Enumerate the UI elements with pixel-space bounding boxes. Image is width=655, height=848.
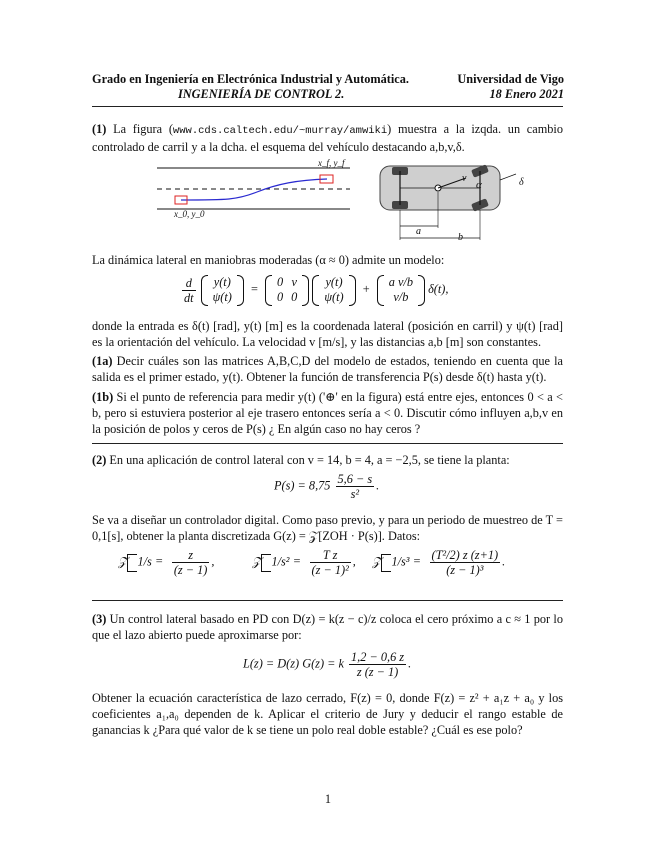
problem3-number: (3) [92,612,107,626]
problem1b [92,389,563,438]
problem1b-text: Si el punto de referencia para medir y(t) ('⊕' en la figura) está entre ejes, entonces 0 < a < b, pero si estuviera posterior al eje trasero entonces sería a < 0. Discutir cómo influyen a,b,v en la posición de polos y ceros de P(s) ¿ En algún caso no hay ceros ? [92,390,563,437]
fig-label-alpha: α [476,179,482,191]
state-vector-rhs: y(t) ψ(t) [312,275,355,306]
vehicle-schematic [378,158,524,248]
problem1a-text: Decir cuáles son las matrices A,B,C,D del modelo de estados, teniendo en cuenta que la salida es el primer estado, y(t). Obtener la función de transferencia P(s) desde δ(t) hasta y(t). [92,354,563,385]
problem1-intro [92,121,563,155]
state-space-equation: $\frac{d}{dt}$ y(t) ψ(t) = 0 v 0 0 y(t) ψ(t) + a v/b v/b δ(t), [184,275,449,305]
problem2-text: Se va a diseñar un controlador digital. Como paso previo, y para un periodo de muestreo de T = 0,1[s], obtener la planta discretizada G(z) = 𝒵[ZOH · P(s)]. Datos: [92,513,563,544]
z-transform-3: 𝒵 1/s³ = $\frac{\text{(T²/2) z (z+1)}}{\text{(z − 1)³}}$ . [372,548,506,578]
problem2-number: (2) [92,453,107,467]
page-number: 1 [324,792,332,806]
exam-date: 18 Enero 2021 [489,87,564,101]
plant-equation: P(s) = 8,75 $\frac{5,6 - s}{\text{s²}}$ . [274,472,380,502]
input-matrix: a v/b v/b [377,275,425,306]
plant-lhs: P(s) = 8,75 [274,478,331,493]
start-point-label: x_0, y_0 [174,209,205,219]
derivative-operator: $\frac{d}{dt}$ [184,275,194,305]
reference-url: www.cds.caltech.edu/~murray/amwiki [172,125,388,137]
problem2-intro [92,452,563,468]
fig-label-a: a [416,226,421,237]
divider-1-2 [92,443,563,444]
model-intro: La dinámica lateral en maniobras moderadas (α ≈ 0) admite un modelo: [92,253,445,267]
fig-label-delta: δ [519,177,524,188]
problem1b-label: (1b) [92,390,114,404]
header-line-1 [92,71,564,87]
problem3-text: Obtener la ecuación característica de lazo cerrado, F(z) = 0, donde F(z) = z² + a₁z + a₀ y los coeficientes a₁,a₀ dependen de k. Aplicar el criterio de Jury y deducir el rango estable de ganancias k ¿Para qué valor de k se tiene un polo real doble estable? ¿Cuál es ese polo? [92,691,563,738]
open-loop-lhs: L(z) = D(z) G(z) = k [243,656,344,671]
problem1-intro-a: La figura ( [113,122,173,136]
problem3-intro [92,611,563,643]
open-loop-fraction: $\frac{1,2 - 0,6 z}{z (z - 1)}$ [351,650,405,680]
model-description: donde la entrada es δ(t) [rad], y(t) [m] es la coordenada lateral (posición en carril) y ψ(t) [rad] es la orientación del vehículo. La velocidad v [m/s], y las distancias a,b [m] son constantes. [92,319,563,350]
steering-angle-line [500,174,516,180]
problem2-intro-text: En una aplicación de control lateral con v = 14, b = 4, a = −2,5, se tiene la planta: [109,453,510,467]
system-matrix: 0 v 0 0 [265,275,309,306]
plant-fraction: $\frac{5,6 - s}{\text{s²}}$ [337,472,373,502]
divider-2-3 [92,600,563,601]
z-transform-2: 𝒵 1/s² = $\frac{\text{T z}}{\text{(z − 1)²}}$ , [252,548,356,578]
degree-title: Grado en Ingeniería en Electrónica Industrial y Automática. [92,72,409,86]
course-title: INGENIERÍA DE CONTROL 2. [178,87,345,101]
header-divider [92,106,563,107]
z-transform-1: 𝒵 1/s = $\frac{z}{(z - 1)}$ , [118,548,215,578]
state-vector-lhs: y(t) ψ(t) [201,275,244,306]
problem1-number: (1) [92,122,107,136]
open-loop-equation: L(z) = D(z) G(z) = k $\frac{1,2 - 0,6 z}{z (z - 1)}$ . [243,650,412,680]
input-signal: δ(t), [428,282,449,297]
end-point-label: x_f, y_f [318,158,345,168]
problem1a-label: (1a) [92,354,113,368]
problem3-intro-text: Un control lateral basado en PD con D(z) = k(z − c)/z coloca el cero próximo a c ≈ 1 por lo que el lazo abierto puede aproximarse por: [92,612,564,643]
fig-label-v: v [462,173,467,184]
university-name: Universidad de Vigo [457,72,564,86]
problem1a [92,353,563,385]
problem1-intro-b: ) muestra a la izqda. un cambio controlado de carril y a la dcha. el esquema del vehículo destacando a,b,v,δ. [92,122,563,154]
fig-label-b: b [458,232,463,243]
